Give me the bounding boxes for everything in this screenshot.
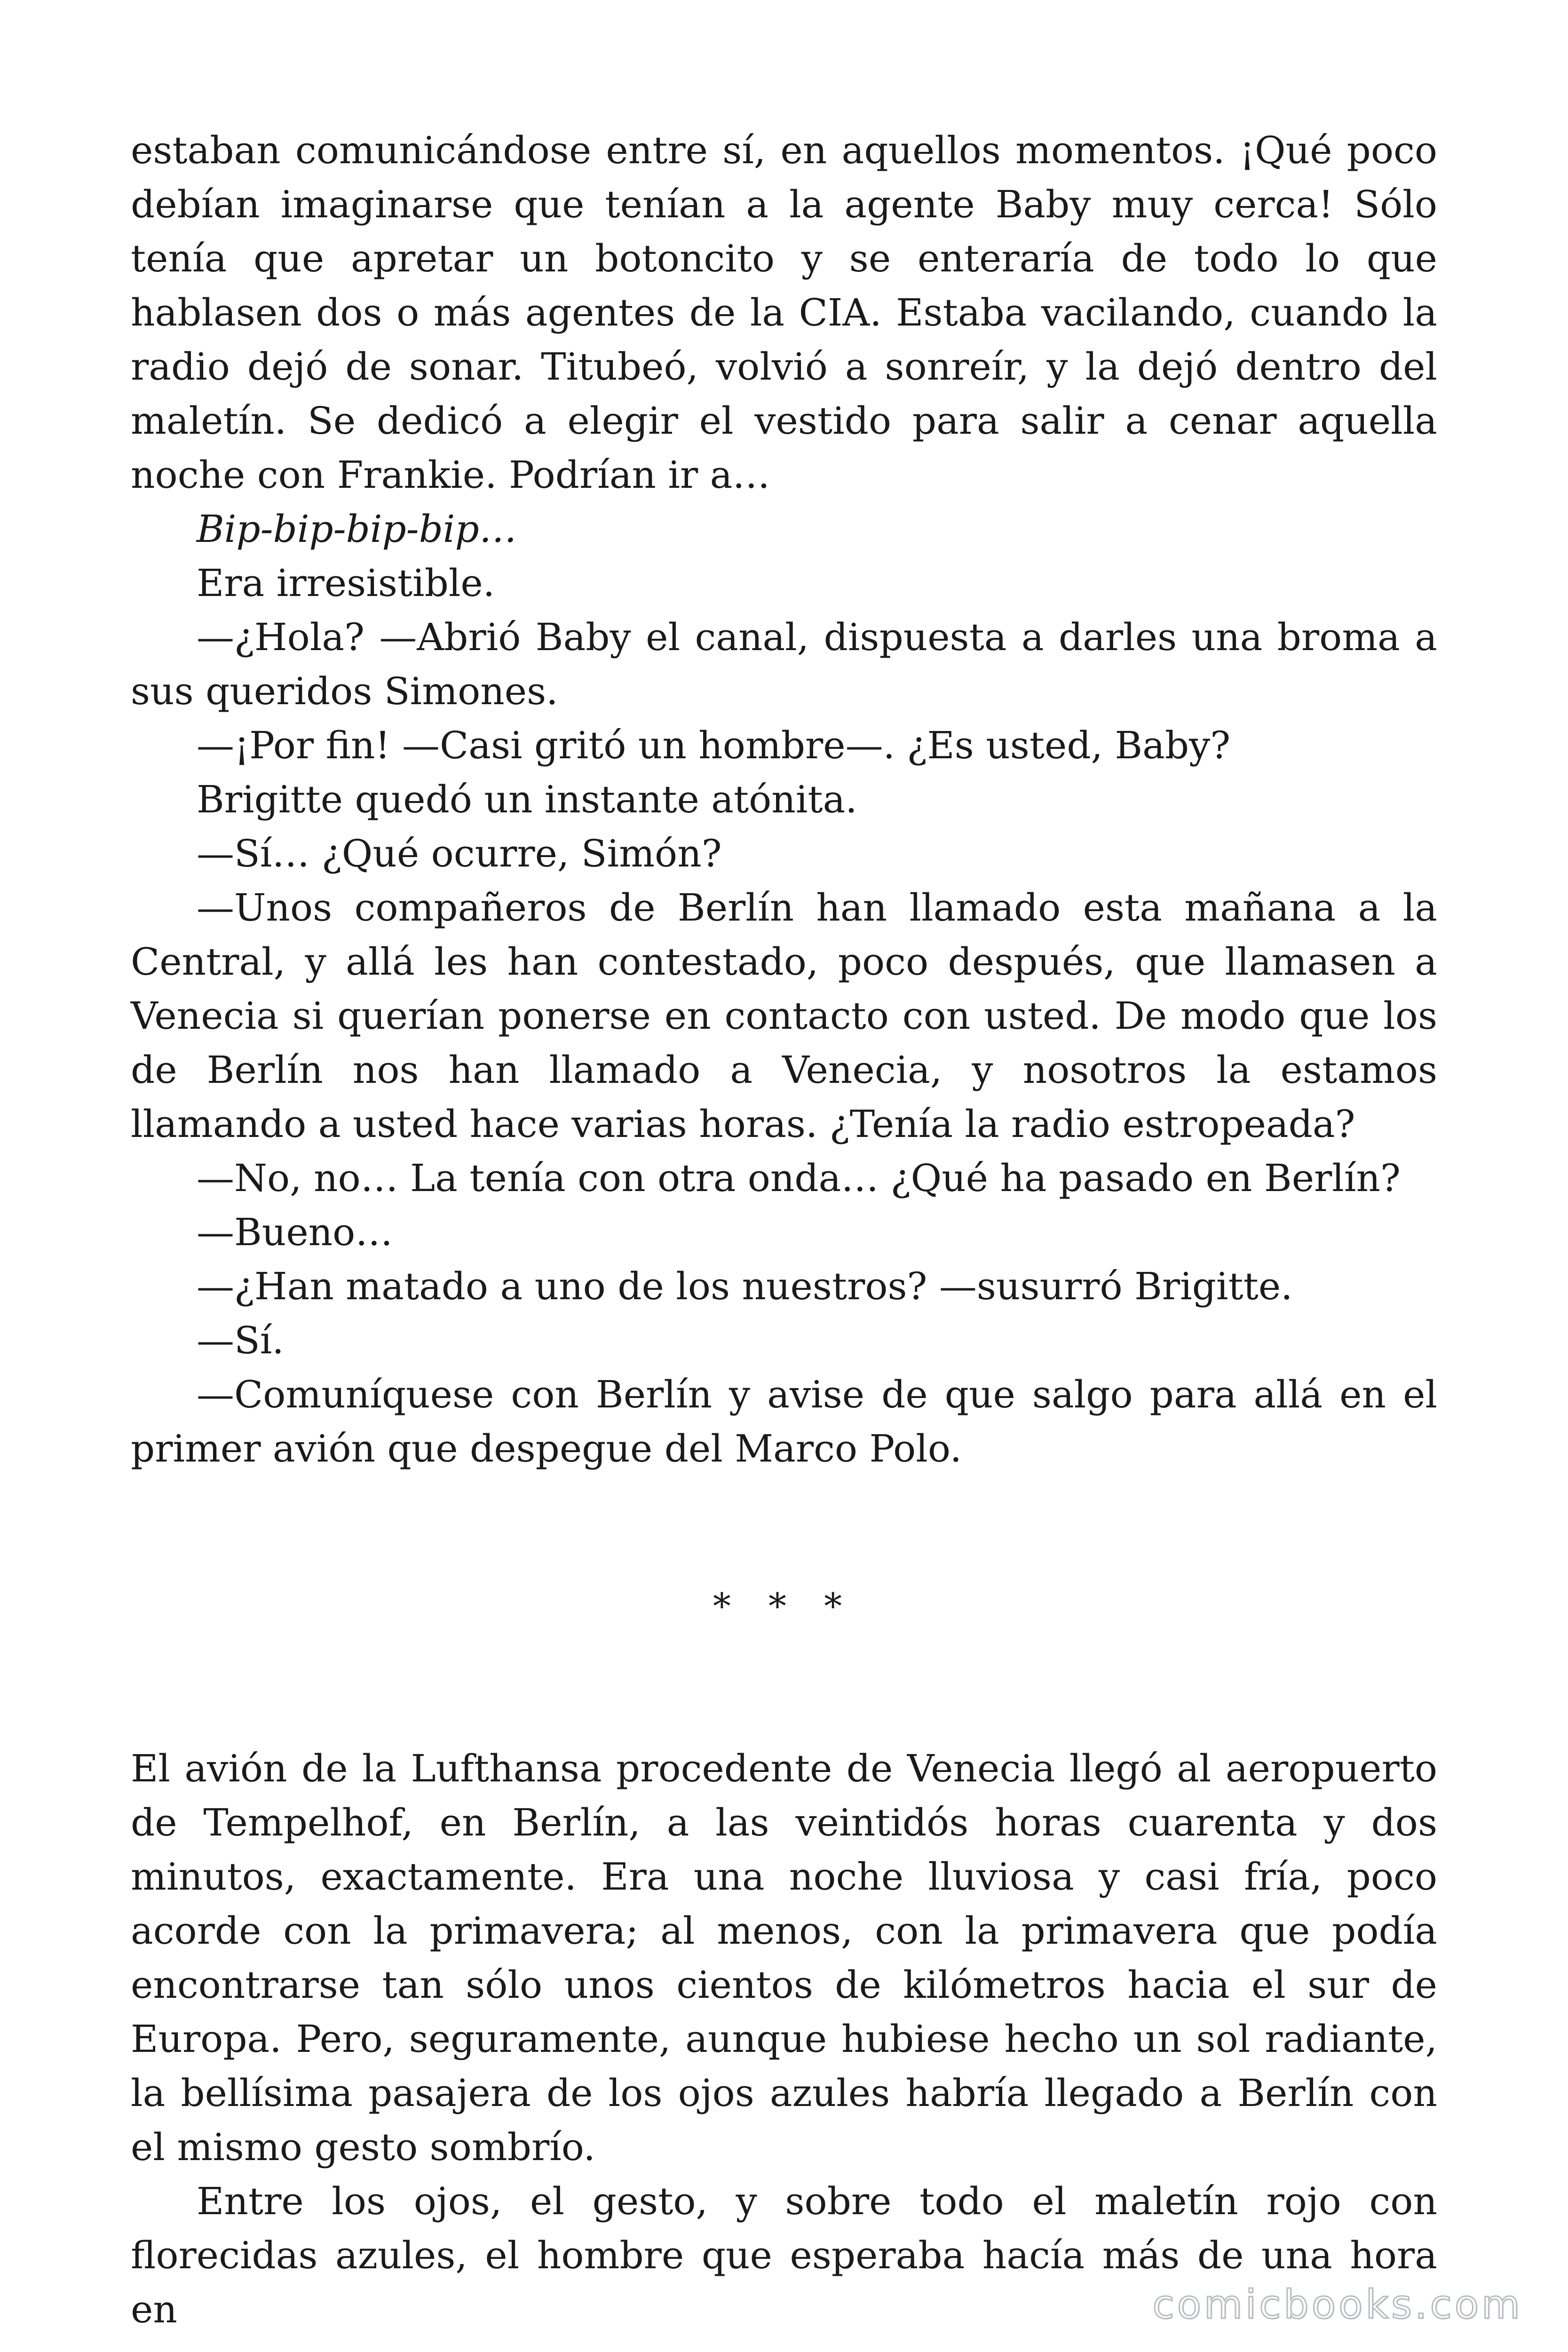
paragraph: Era irresistible. [197,561,495,605]
watermark-text: comicbooks.com [1152,2281,1523,2328]
dialogue-line: —No, no… La tenía con otra onda… ¿Qué ha pasado en Berlín? [197,1156,1401,1200]
paragraph-radio-sound: Bip-bip-bip-bip… [197,507,517,551]
dialogue-line: —Unos compañeros de Berlín han llamado esta mañana a la Central, y allá les han contestado, poco después, que llamasen a Venecia si querían ponerse en contacto con usted. De modo que los de Berlín nos han llamado a Venecia, y nosotros la estamos llamando a usted hace varias horas. ¿Tenía la radio estropeada? [131,886,1437,1146]
paragraph-section-start: El avión de la Lufthansa procedente de Venecia llegó al aeropuerto de Tempelhof, en Berlín, a las veintidós horas cuarenta y dos minutos, exactamente. Era una noche lluviosa y casi fría, poco acorde con la primavera; al menos, con la primavera que podía encontrarse tan sólo unos cientos de kilómetros hacia el sur de Europa. Pero, seguramente, aunque hubiese hecho un sol radiante, la bellísima pasajera de los ojos azules habría llegado a Berlín con el mismo gesto sombrío. [131,1747,1437,2169]
section-separator: * * * [713,1585,855,1627]
paragraph: Entre los ojos, el gesto, y sobre todo el maletín rojo con florecidas azules, el hombre que esperaba hacía más de una hora en [131,2179,1437,2331]
paragraph-continuation: estaban comunicándose entre sí, en aquellos momentos. ¡Qué poco debían imaginarse que tenían a la agente Baby muy cerca! Sólo tenía que apretar un botoncito y se enteraría de todo lo que hablasen dos o más agentes de la CIA. Estaba vacilando, cuando la radio dejó de sonar. Titubeó, volvió a sonreír, y la dejó dentro del maletín. Se dedicó a elegir el vestido para salir a cenar aquella noche con Frankie. Podrían ir a… [131,128,1437,497]
dialogue-line: —Bueno… [197,1210,393,1254]
dialogue-line: —¡Por fin! —Casi gritó un hombre—. ¿Es usted, Baby? [197,723,1231,767]
dialogue-line: —Comuníquese con Berlín y avise de que salgo para allá en el primer avión que despegue del Marco Polo. [131,1373,1437,1470]
dialogue-line: —¿Hola? —Abrió Baby el canal, dispuesta a darles una broma a sus queridos Simones. [131,615,1437,713]
book-page [131,123,1437,2336]
dialogue-line: —Sí. [197,1319,284,1362]
dialogue-line: —Sí… ¿Qué ocurre, Simón? [197,832,722,875]
paragraph: Brigitte quedó un instante atónita. [197,778,857,821]
dialogue-line: —¿Han matado a uno de los nuestros? —susurró Brigitte. [197,1264,1293,1308]
